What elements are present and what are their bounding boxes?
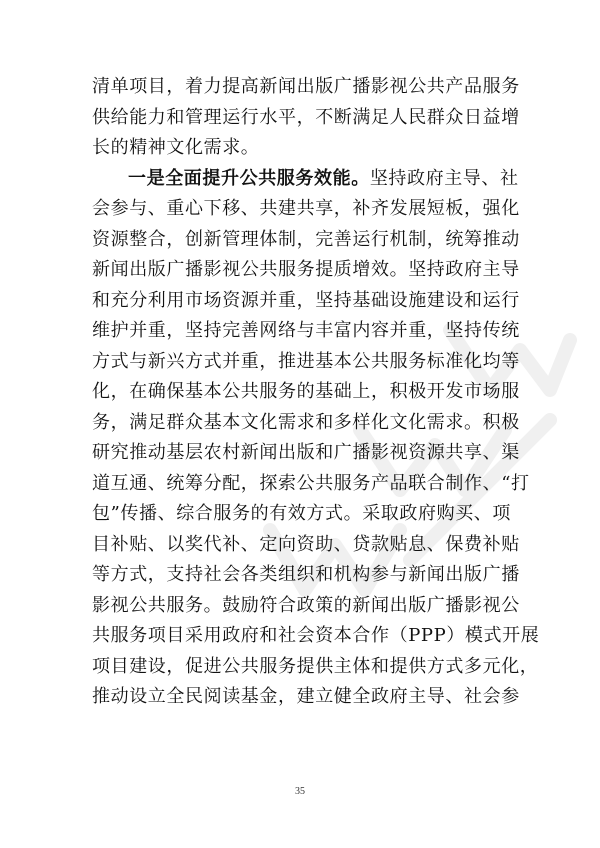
text-line: 道互通、统筹分配，探索公共服务产品联合制作、“打	[92, 472, 530, 494]
text-line: 新闻出版广播影视公共服务提质增效。坚持政府主导	[92, 259, 520, 280]
text-line: 资源整合，创新管理体制，完善运行机制，统筹推动	[92, 228, 520, 250]
text-line: 和充分利用市场资源并重，坚持基础设施建设和运行	[92, 289, 520, 311]
text-line: 共服务项目采用政府和社会资本合作（PPP）模式开展	[92, 625, 540, 646]
text-line: 化，在确保基本公共服务的基础上，积极开发市场服	[92, 381, 520, 402]
paragraph-first-line	[92, 164, 519, 195]
body-text	[92, 72, 540, 713]
text-line: 目补贴、以奖代补、定向资助、贷款贴息、保费补贴	[92, 533, 520, 555]
text-line: 等方式，支持社会各类组织和机构参与新闻出版广播	[92, 564, 520, 585]
text-line: 会参与、重心下移、共建共享，补齐发展短板，强化	[92, 198, 520, 219]
page-number: 35	[295, 786, 305, 797]
text-line: 方式与新兴方式并重，推进基本公共服务标准化均等	[92, 350, 520, 372]
text-line: 坚持政府主导、社	[369, 167, 519, 189]
text-line: 务，满足群众基本文化需求和多样化文化需求。积极	[92, 411, 520, 433]
text-line: 推动设立全民阅读基金，建立健全政府主导、社会参	[92, 686, 520, 707]
text-line: 项目建设，促进公共服务提供主体和提供方式多元化，	[92, 655, 539, 677]
text-line: 维护并重，坚持完善网络与丰富内容并重，坚持传统	[92, 320, 520, 341]
text-line: 供给能力和管理运行水平，不断满足人民群众日益增	[92, 106, 520, 128]
paragraph-heading: 一是全面提升公共服务效能。	[128, 167, 370, 189]
text-line: 清单项目，着力提高新闻出版广播影视公共产品服务	[92, 76, 520, 97]
text-line: 研究推动基层农村新闻出版和广播影视资源共享、渠	[92, 442, 520, 463]
text-line: 长的精神文化需求。	[92, 137, 260, 158]
text-line: 影视公共服务。鼓励符合政策的新闻出版广播影视公	[92, 594, 520, 616]
text-line: 包”传播、综合服务的有效方式。采取政府购买、项	[92, 503, 511, 524]
